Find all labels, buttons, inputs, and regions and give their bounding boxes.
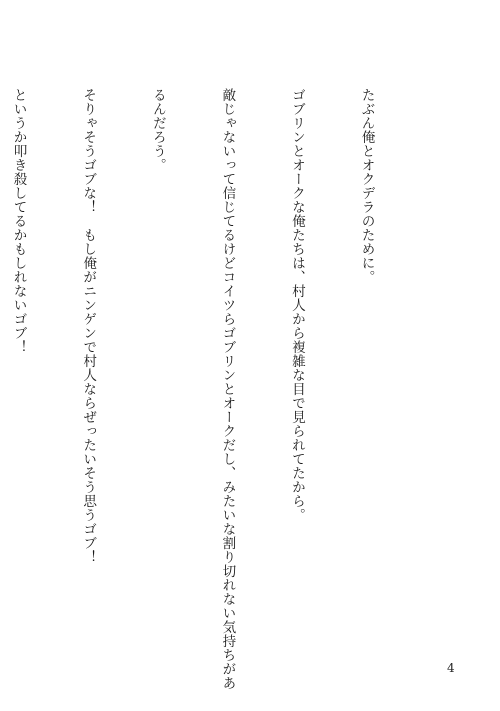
vertical-text-body [0, 88, 424, 690]
text-line: というか叩き殺してるかもしれないゴブ！ [10, 88, 27, 354]
text-line: るんだろう。 [149, 88, 166, 172]
text-line: そりゃそうゴブな！ もし俺がニンゲンで村人ならぜったいそう思うゴブ！ [80, 88, 97, 564]
text-line: ゴブリンとオークな俺たちは、村人から複雑な目で見られてたから。 [288, 88, 305, 522]
text-line: 敵じゃないって信じてるけどコイツらゴブリンとオークだし、みたいな割り切れない気持ちがあ [219, 88, 236, 690]
page-number: 4 [447, 661, 455, 675]
text-line: たぶん俺とオクデラのために。 [358, 88, 375, 284]
